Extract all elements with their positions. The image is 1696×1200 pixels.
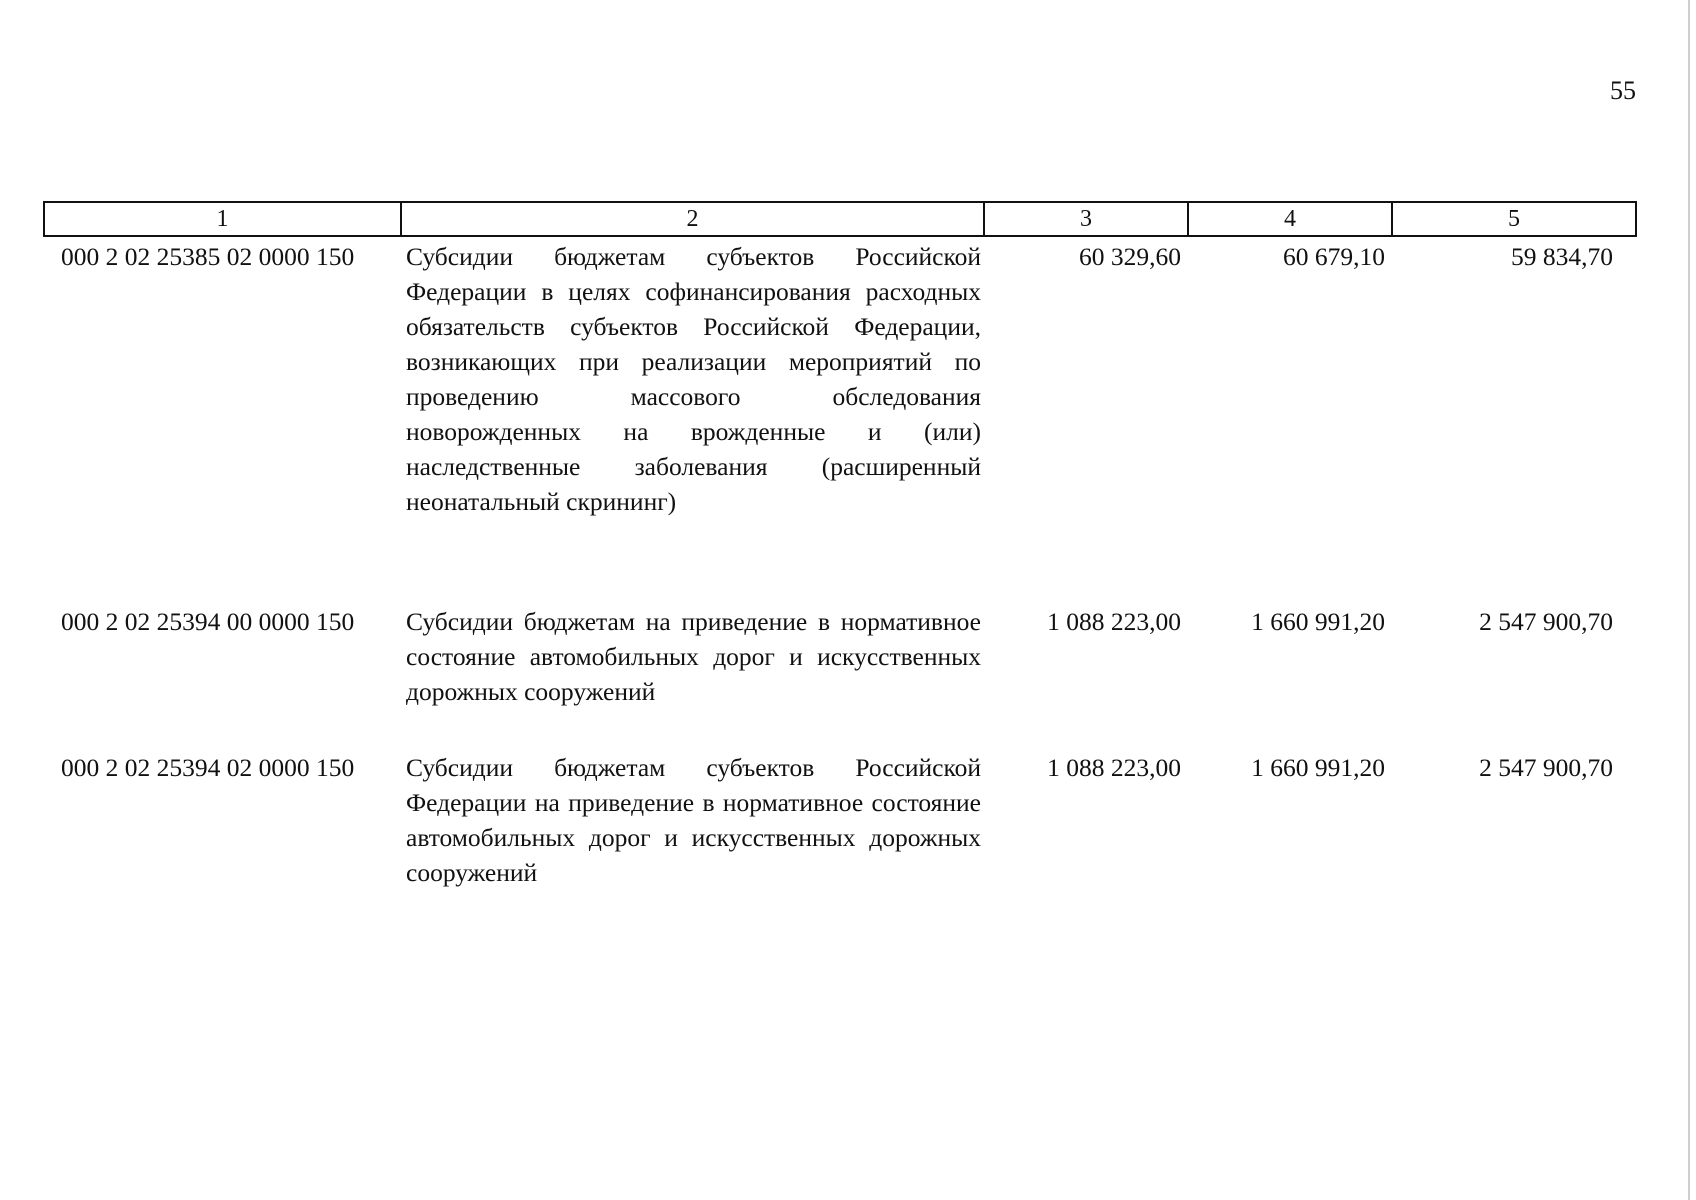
amount-col-3: 60 329,60 [1079, 242, 1181, 271]
amount-col-5: 2 547 900,70 [1479, 607, 1613, 636]
header-col-2: 2 [402, 203, 985, 235]
table-row [43, 750, 1637, 890]
amount-col-4: 1 660 991,20 [1251, 607, 1385, 636]
row-description: Субсидии бюджетам субъектов Российской Федерации на приведение в нормативное состояние автомобильных дорог и искусственных дорожных сооружений [406, 753, 981, 887]
header-col-4: 4 [1189, 203, 1393, 235]
header-col-3: 3 [985, 203, 1189, 235]
table-header [43, 201, 1637, 237]
amount-col-5: 59 834,70 [1511, 242, 1613, 271]
row-description: Субсидии бюджетам субъектов Российской Федерации в целях софинансирования расходных обязательств субъектов Российской Федерации, возникающих при реализации мероприятий по проведению массового обследования новорожденных на врожденные и (или) наследственные заболевания (расширенный неонатальный скрининг) [406, 242, 981, 516]
budget-code: 000 2 02 25394 02 0000 150 [61, 753, 355, 782]
header-col-5: 5 [1508, 206, 1520, 232]
page-edge [1688, 0, 1690, 1200]
budget-code: 000 2 02 25394 00 0000 150 [61, 607, 355, 636]
amount-col-4: 60 679,10 [1283, 242, 1385, 271]
header-col-1: 1 [45, 203, 402, 235]
budget-code: 000 2 02 25385 02 0000 150 [61, 242, 355, 271]
page-number: 55 [1610, 76, 1636, 105]
amount-col-3: 1 088 223,00 [1047, 607, 1181, 636]
row-description: Субсидии бюджетам на приведение в нормативное состояние автомобильных дорог и искусственных дорожных сооружений [406, 607, 981, 706]
amount-col-5: 2 547 900,70 [1479, 753, 1613, 782]
table-row [43, 239, 1637, 519]
amount-col-4: 1 660 991,20 [1251, 753, 1385, 782]
table-row [43, 604, 1637, 709]
amount-col-3: 1 088 223,00 [1047, 753, 1181, 782]
